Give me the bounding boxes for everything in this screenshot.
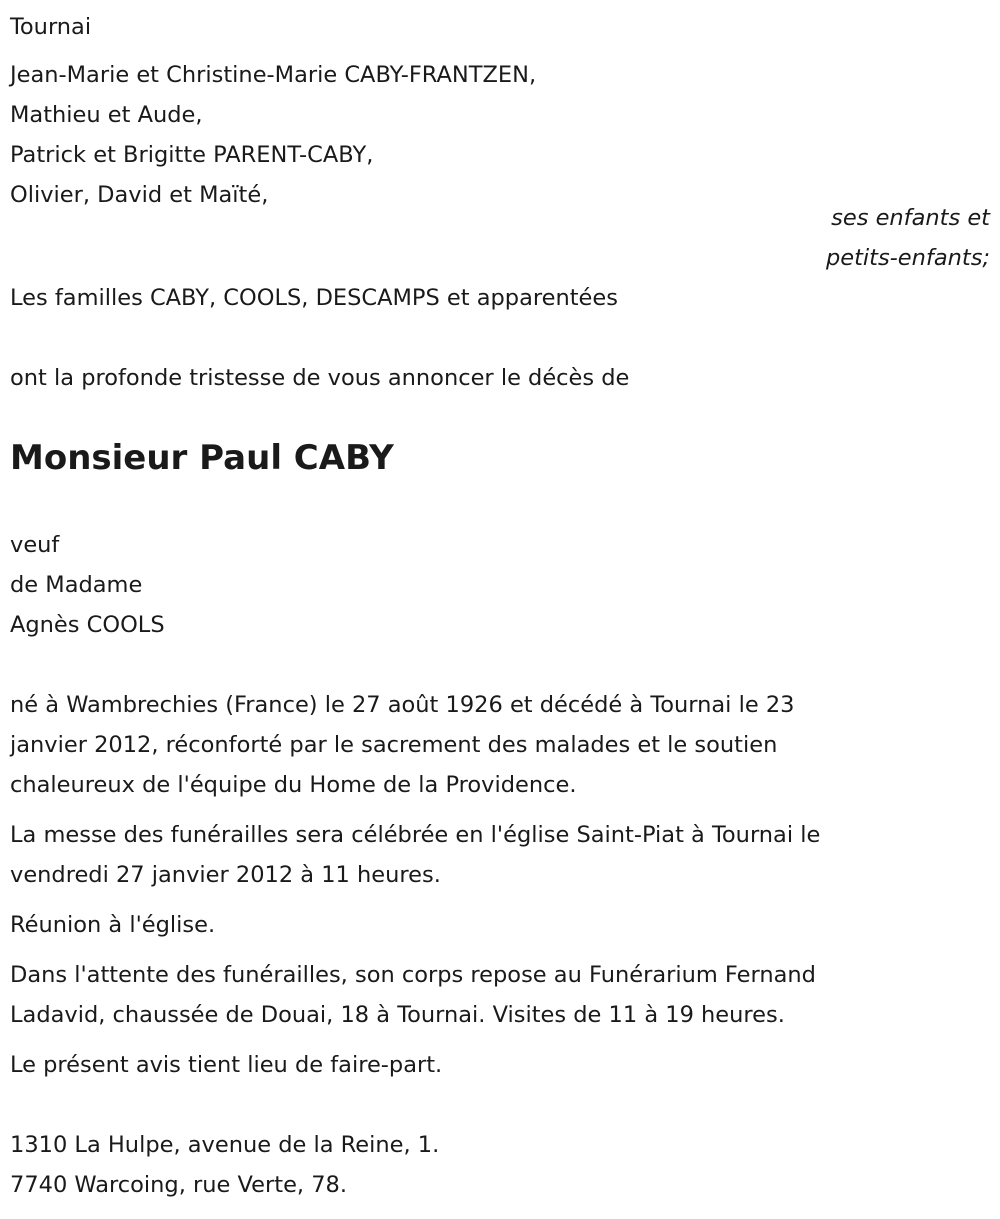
address-line: 7740 Warcoing, rue Verte, 78. xyxy=(10,1172,347,1198)
reunion: Réunion à l'église. xyxy=(10,912,216,938)
family-line: Patrick et Brigitte PARENT-CABY, xyxy=(10,142,374,168)
funerarium-line: Dans l'attente des funérailles, son corps repose au Funérarium Fernand xyxy=(10,962,816,988)
spouse-line: veuf xyxy=(10,532,60,558)
notice: Le présent avis tient lieu de faire-part. xyxy=(10,1052,443,1078)
mass-line: La messe des funérailles sera célébrée en l'église Saint-Piat à Tournai le xyxy=(10,822,821,848)
announcement: ont la profonde tristesse de vous annoncer le décès de xyxy=(10,365,630,391)
spouse-line: Agnès COOLS xyxy=(10,612,165,638)
family-line: Olivier, David et Maïté, xyxy=(10,182,269,208)
funerarium-line: Ladavid, chaussée de Douai, 18 à Tournai. Visites de 11 à 19 heures. xyxy=(10,1002,785,1028)
bio-line: janvier 2012, réconforté par le sacrement des malades et le soutien xyxy=(10,732,778,758)
family-line: Jean-Marie et Christine-Marie CABY-FRANTZEN, xyxy=(10,62,537,88)
relation-line: petits-enfants; xyxy=(825,245,990,271)
address-line: 1310 La Hulpe, avenue de la Reine, 1. xyxy=(10,1132,440,1158)
relation-line: ses enfants et xyxy=(831,205,990,231)
location: Tournai xyxy=(10,14,92,40)
families-line: Les familles CABY, COOLS, DESCAMPS et apparentées xyxy=(10,285,618,311)
bio-line: né à Wambrechies (France) le 27 août 1926 et décédé à Tournai le 23 xyxy=(10,692,795,718)
deceased-name: Monsieur Paul CABY xyxy=(10,438,394,478)
spouse-line: de Madame xyxy=(10,572,143,598)
bio-line: chaleureux de l'équipe du Home de la Providence. xyxy=(10,772,577,798)
mass-line: vendredi 27 janvier 2012 à 11 heures. xyxy=(10,862,441,888)
family-line: Mathieu et Aude, xyxy=(10,102,203,128)
